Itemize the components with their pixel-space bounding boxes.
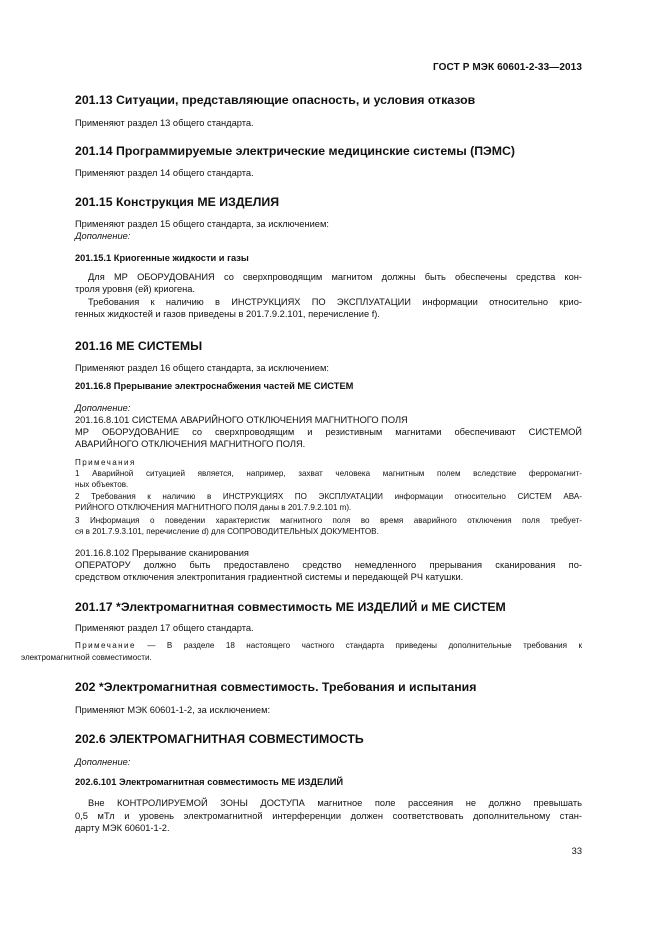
paragraph-line: дарту МЭК 60601-1-2. (75, 823, 170, 833)
section-text-202: Применяют МЭК 60601-1-2, за исключением: (75, 705, 271, 715)
note-text: — В разделе 18 настоящего частного стандарта приведены дополнительные требования к (135, 641, 582, 650)
section-title-201-17: 201.17 *Электромагнитная совместимость МЕ ИЗДЕЛИЙ и МЕ СИСТЕМ (75, 600, 506, 614)
paragraph-line: ОПЕРАТОРУ должно быть предоставлено средство немедленного прерывания сканирования по- (75, 560, 582, 570)
document-header: ГОСТ Р МЭК 60601-2-33—2013 (433, 62, 582, 73)
paragraph-line: Для МР ОБОРУДОВАНИЯ со сверхпроводящим магнитом должны быть обеспечены средства кон- (88, 272, 582, 282)
paragraph-line: МР ОБОРУДОВАНИЕ со сверхпроводящим и резистивным магнитами обеспечивают СИСТЕМОЙ (75, 427, 582, 437)
section-text-201-13: Применяют раздел 13 общего стандарта. (75, 118, 254, 128)
paragraph-line: генных жидкостей и газов приведены в 201.7.9.2.101, перечисление f). (75, 309, 380, 319)
clause-201-16-8-102: 201.16.8.102 Прерывание сканирования (75, 548, 249, 558)
addition-label-201-15: Дополнение: (75, 231, 131, 241)
addition-label-202-6: Дополнение: (75, 757, 131, 767)
paragraph-line: средством отключения электропитания градиентной системы и передающей РЧ катушки. (75, 572, 464, 582)
paragraph-line: Требования к наличию в ИНСТРУКЦИЯХ ПО ЭКСПЛУАТАЦИИ информации относительно крио- (88, 297, 582, 307)
page-number: 33 (571, 846, 582, 856)
section-title-201-16: 201.16 МЕ СИСТЕМЫ (75, 339, 203, 353)
section-text-201-15: Применяют раздел 15 общего стандарта, за исключением: (75, 219, 329, 229)
section-title-202: 202 *Электромагнитная совместимость. Требования и испытания (75, 680, 477, 694)
note-line: ных объектов. (75, 480, 129, 489)
clause-201-16-8-101: 201.16.8.101 СИСТЕМА АВАРИЙНОГО ОТКЛЮЧЕНИЯ МАГНИТНОГО ПОЛЯ (75, 415, 408, 425)
notes-label: Примечания (75, 458, 136, 467)
paragraph-line: троля уровня (ей) криогена. (75, 284, 195, 294)
section-title-201-13: 201.13 Ситуации, представляющие опасность, и условия отказов (75, 93, 476, 107)
note-line: РИЙНОГО ОТКЛЮЧЕНИЯ МАГНИТНОГО ПОЛЯ даны в 201.7.9.2.101 m). (75, 503, 352, 512)
paragraph-line: Вне КОНТРОЛИРУЕМОЙ ЗОНЫ ДОСТУПА магнитное поле рассеяния не должно превышать (88, 798, 582, 808)
note-line: 2 Требования к наличию в ИНСТРУКЦИЯХ ПО ЭКСПЛУАТАЦИИ информации относительно СИСТЕМ АВА- (75, 492, 582, 501)
subsection-title-201-15-1: 201.15.1 Криогенные жидкости и газы (75, 253, 249, 263)
addition-label-201-16-8: Дополнение: (75, 403, 131, 413)
section-title-202-6: 202.6 ЭЛЕКТРОМАГНИТНАЯ СОВМЕСТИМОСТЬ (75, 732, 364, 746)
note-label: Примечание (75, 641, 136, 650)
note-line: электромагнитной совместимости. (21, 653, 152, 662)
paragraph-line: АВАРИЙНОГО ОТКЛЮЧЕНИЯ МАГНИТНОГО ПОЛЯ. (75, 439, 306, 449)
section-title-201-14: 201.14 Программируемые электрические медицинские системы (ПЭМС) (75, 144, 516, 158)
note-line (75, 641, 582, 651)
paragraph-line: 0,5 мТл и уровень электромагнитной интерференции должен соответствовать дополнительному стан- (75, 811, 582, 821)
section-text-201-17: Применяют раздел 17 общего стандарта. (75, 623, 254, 633)
section-title-201-15: 201.15 Конструкция МЕ ИЗДЕЛИЯ (75, 195, 280, 209)
section-text-201-14: Применяют раздел 14 общего стандарта. (75, 168, 254, 178)
note-line: 3 Информация о поведении характеристик магнитного поля во время аварийного отключения поля требует- (75, 516, 582, 525)
note-line: 1 Аварийной ситуацией является, например, захват человека магнитным полем вследствие ферромагнит- (75, 469, 582, 478)
section-text-201-16: Применяют раздел 16 общего стандарта, за исключением: (75, 363, 329, 373)
subsection-title-201-16-8: 201.16.8 Прерывание электроснабжения частей МЕ СИСТЕМ (75, 381, 354, 391)
note-line: ся в 201.7.9.3.101, перечисление d) для СОПРОВОДИТЕЛЬНЫХ ДОКУМЕНТОВ. (75, 527, 379, 536)
subsection-title-202-6-101: 202.6.101 Электромагнитная совместимость МЕ ИЗДЕЛИЙ (75, 777, 344, 787)
